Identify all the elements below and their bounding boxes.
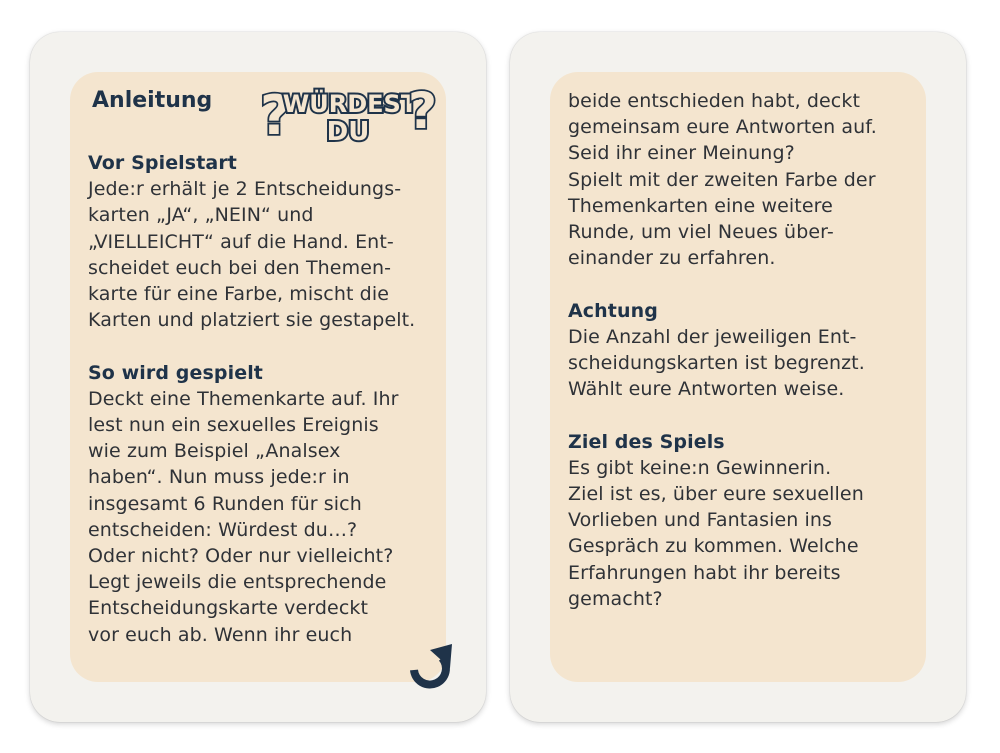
card-title: Anleitung (92, 88, 213, 113)
text-line: Oder nicht? Oder nur vielleicht? (88, 545, 394, 568)
text-line: Vorlieben und Fantasien ins (568, 509, 833, 532)
text-line: einander zu erfahren. (568, 247, 776, 270)
section-heading-achtung: Achtung (568, 299, 658, 322)
text-line: entscheiden: Würdest du…? (88, 518, 358, 541)
section-heading-ziel-des-spiels: Ziel des Spiels (568, 430, 725, 453)
text-line: wie zum Beispiel „Analsex (88, 440, 341, 463)
logo-question-mark-right: ? (408, 82, 438, 140)
paragraph-gap (568, 271, 920, 297)
paragraph-gap (568, 402, 920, 428)
logo-word-wuerdest: WÜRDEST (282, 90, 418, 118)
text-line: Gespräch zu kommen. Welche (568, 535, 859, 558)
text-line: Entscheidungskarte verdeckt (88, 597, 369, 620)
text-line: vor euch ab. Wenn ihr euch (88, 623, 353, 646)
paragraph-gap (88, 333, 440, 359)
turn-arrow-icon (404, 640, 458, 690)
text-line: Es gibt keine:n Gewinnerin. (568, 456, 832, 479)
wuerdest-du-logo-icon (256, 78, 444, 152)
text-line: Jede:r erhält je 2 Entscheidungs- (88, 178, 402, 201)
logo-word-du: DU (326, 117, 370, 147)
text-line: scheidungskarten ist begrenzt. (568, 352, 865, 375)
text-line: scheidet euch bei den Themen- (88, 256, 392, 279)
text-line: karten „JA“, „NEIN“ und (88, 204, 314, 227)
text-line: Ziel ist es, über eure sexuellen (568, 483, 864, 506)
instruction-card-right (510, 32, 966, 722)
text-line: Legt jeweils die entsprechende (88, 571, 387, 594)
text-line: lest nun ein sexuelles Ereignis (88, 414, 379, 437)
section-heading-vor-spielstart: Vor Spielstart (88, 152, 237, 174)
text-line: Die Anzahl der jeweiligen Ent- (568, 325, 857, 348)
text-line: Wählt eure Antworten weise. (568, 378, 845, 401)
text-line: Karten und platziert sie gestapelt. (88, 309, 416, 332)
text-line: Seid ihr einer Meinung? (568, 142, 795, 165)
section-heading-so-wird-gespielt: So wird gespielt (88, 361, 263, 384)
text-line: Erfahrungen habt ihr bereits (568, 561, 841, 584)
text-line: karte für eine Farbe, mischt die (88, 283, 389, 306)
text-line: Deckt eine Themenkarte auf. Ihr (88, 387, 399, 410)
text-line: „VIELLEICHT“ auf die Hand. Ent- (88, 230, 394, 253)
text-line: Themenkarten eine weitere (568, 194, 833, 217)
card-panel-left (70, 72, 446, 682)
text-line: beide entschieden habt, deckt (568, 90, 861, 112)
text-line: Spielt mit der zweiten Farbe der (568, 168, 876, 191)
right-card-body (568, 88, 920, 612)
card-panel-right (550, 72, 926, 682)
text-line: gemeinsam eure Antworten auf. (568, 116, 877, 139)
logo-question-mark-left: ? (260, 84, 292, 147)
left-card-body (88, 150, 440, 648)
text-line: gemacht? (568, 587, 663, 610)
text-line: haben“. Nun muss jede:r in (88, 466, 350, 489)
text-line: Runde, um viel Neues über- (568, 221, 834, 244)
text-line: insgesamt 6 Runden für sich (88, 492, 362, 515)
instruction-card-left (30, 32, 486, 722)
